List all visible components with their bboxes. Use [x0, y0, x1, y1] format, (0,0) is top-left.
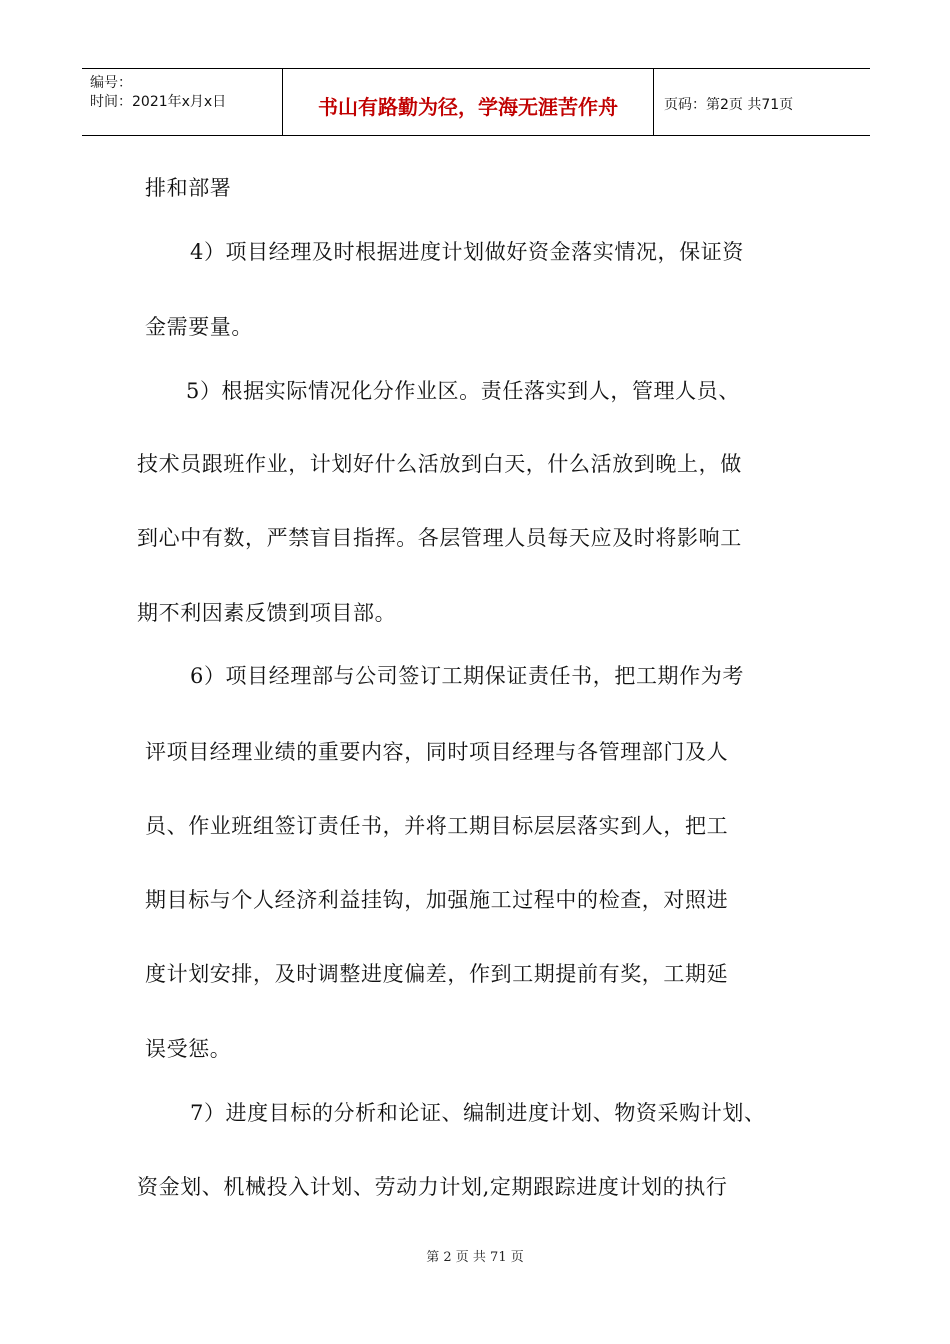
header-motto: 书山有路勤为径，学海无涯苦作舟: [318, 95, 618, 119]
body-line: 误受惩。: [145, 1037, 232, 1061]
body-line: 7）进度目标的分析和论证、编制进度计划、物资采购计划、: [190, 1101, 766, 1125]
body-line: 技术员跟班作业，计划好什么活放到白天，什么活放到晚上，做: [137, 452, 742, 476]
document-code-label: 编号：: [90, 75, 132, 91]
page-footer: 第 2 页 共 71 页: [426, 1250, 524, 1265]
header-right-cell: [654, 69, 870, 135]
header-page-info: 页码：第2页 共71页: [664, 97, 794, 113]
body-line: 6）项目经理部与公司签订工期保证责任书，把工期作为考: [190, 664, 744, 688]
body-line: 排和部署: [145, 176, 232, 200]
body-line: 资金划、机械投入计划、劳动力计划,定期跟踪进度计划的执行: [137, 1175, 728, 1199]
body-line: 4）项目经理及时根据进度计划做好资金落实情况，保证资: [190, 240, 744, 264]
body-line: 5）根据实际情况化分作业区。责任落实到人，管理人员、: [186, 379, 740, 403]
body-line: 到心中有数，严禁盲目指挥。各层管理人员每天应及时将影响工: [137, 526, 742, 550]
document-date: 时间：2021年x月x日: [90, 94, 227, 110]
body-line: 度计划安排，及时调整进度偏差，作到工期提前有奖，工期延: [145, 962, 729, 986]
body-line: 期目标与个人经济利益挂钩，加强施工过程中的检查，对照进: [145, 888, 729, 912]
body-line: 评项目经理业绩的重要内容，同时项目经理与各管理部门及人: [145, 740, 729, 764]
body-line: 期不利因素反馈到项目部。: [137, 601, 397, 625]
body-line: 金需要量。: [145, 315, 253, 339]
body-line: 员、作业班组签订责任书，并将工期目标层层落实到人，把工: [145, 814, 729, 838]
header-middle-cell: [282, 69, 654, 135]
header-table: [82, 68, 870, 136]
header-left-cell: [82, 69, 282, 135]
